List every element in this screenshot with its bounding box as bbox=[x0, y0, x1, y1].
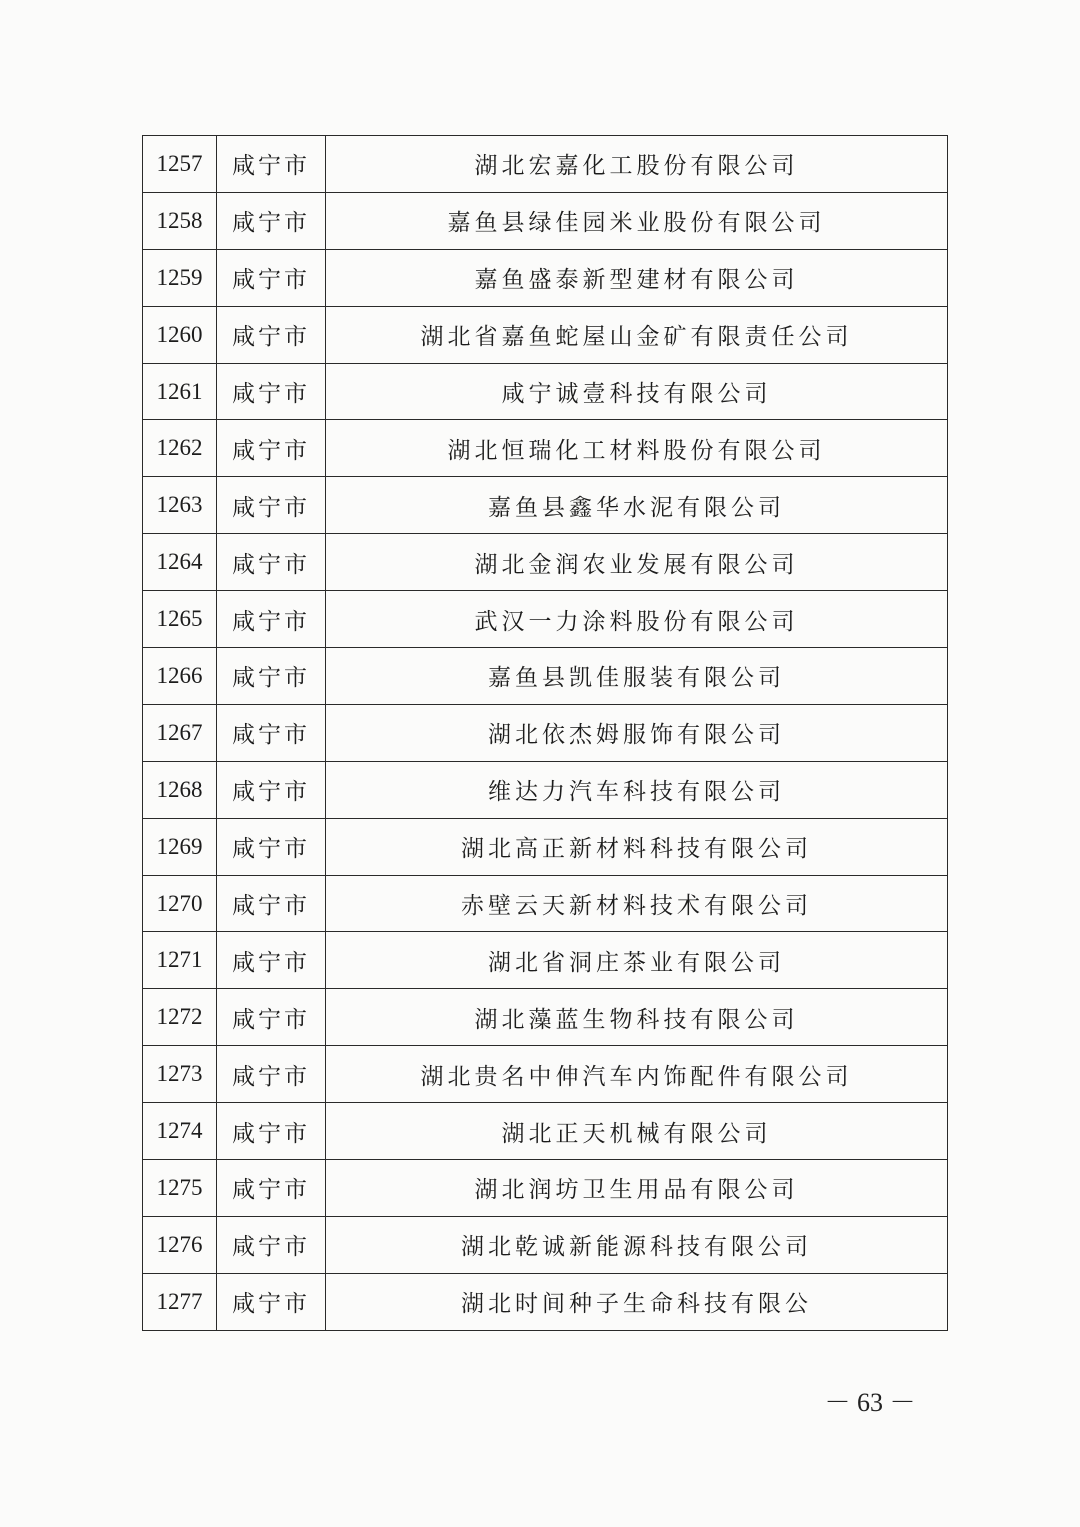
table-row bbox=[143, 534, 948, 591]
city-cell: 咸宁市 bbox=[217, 818, 326, 875]
city-cell: 咸宁市 bbox=[217, 1216, 326, 1273]
table-row bbox=[143, 1273, 948, 1330]
company-name-cell: 湖北省嘉鱼蛇屋山金矿有限责任公司 bbox=[326, 306, 948, 363]
row-number-cell: 1270 bbox=[143, 875, 217, 932]
company-name-cell: 湖北省洞庄茶业有限公司 bbox=[326, 932, 948, 989]
table-row bbox=[143, 818, 948, 875]
city-cell: 咸宁市 bbox=[217, 534, 326, 591]
city-cell: 咸宁市 bbox=[217, 761, 326, 818]
table-row bbox=[143, 932, 948, 989]
row-number-cell: 1258 bbox=[143, 192, 217, 249]
row-number-cell: 1257 bbox=[143, 136, 217, 193]
city-cell: 咸宁市 bbox=[217, 420, 326, 477]
city-cell: 咸宁市 bbox=[217, 1160, 326, 1217]
city-cell: 咸宁市 bbox=[217, 192, 326, 249]
city-cell: 咸宁市 bbox=[217, 704, 326, 761]
row-number-cell: 1269 bbox=[143, 818, 217, 875]
company-name-cell: 嘉鱼县凯佳服装有限公司 bbox=[326, 648, 948, 705]
table-row bbox=[143, 648, 948, 705]
company-name-cell: 嘉鱼盛泰新型建材有限公司 bbox=[326, 249, 948, 306]
row-number-cell: 1268 bbox=[143, 761, 217, 818]
row-number-cell: 1260 bbox=[143, 306, 217, 363]
table-row bbox=[143, 591, 948, 648]
row-number-cell: 1274 bbox=[143, 1103, 217, 1160]
row-number-cell: 1276 bbox=[143, 1216, 217, 1273]
city-cell: 咸宁市 bbox=[217, 136, 326, 193]
row-number-cell: 1271 bbox=[143, 932, 217, 989]
company-name-cell: 维达力汽车科技有限公司 bbox=[326, 761, 948, 818]
row-number-cell: 1272 bbox=[143, 989, 217, 1046]
table-row bbox=[143, 761, 948, 818]
row-number-cell: 1275 bbox=[143, 1160, 217, 1217]
table-row bbox=[143, 363, 948, 420]
company-name-cell: 湖北依杰姆服饰有限公司 bbox=[326, 704, 948, 761]
table-row bbox=[143, 875, 948, 932]
company-name-cell: 湖北金润农业发展有限公司 bbox=[326, 534, 948, 591]
company-name-cell: 武汉一力涂料股份有限公司 bbox=[326, 591, 948, 648]
table-row bbox=[143, 1103, 948, 1160]
company-name-cell: 嘉鱼县绿佳园米业股份有限公司 bbox=[326, 192, 948, 249]
table-row bbox=[143, 989, 948, 1046]
city-cell: 咸宁市 bbox=[217, 249, 326, 306]
company-name-cell: 湖北贵名中伸汽车内饰配件有限公司 bbox=[326, 1046, 948, 1103]
company-name-cell: 湖北正天机械有限公司 bbox=[326, 1103, 948, 1160]
table-row bbox=[143, 477, 948, 534]
row-number-cell: 1259 bbox=[143, 249, 217, 306]
city-cell: 咸宁市 bbox=[217, 875, 326, 932]
table-row bbox=[143, 1216, 948, 1273]
city-cell: 咸宁市 bbox=[217, 989, 326, 1046]
city-cell: 咸宁市 bbox=[217, 363, 326, 420]
company-name-cell: 湖北高正新材料科技有限公司 bbox=[326, 818, 948, 875]
city-cell: 咸宁市 bbox=[217, 306, 326, 363]
company-name-cell: 湖北藻蓝生物科技有限公司 bbox=[326, 989, 948, 1046]
table-body bbox=[143, 136, 948, 1331]
city-cell: 咸宁市 bbox=[217, 932, 326, 989]
table-row bbox=[143, 1160, 948, 1217]
row-number-cell: 1264 bbox=[143, 534, 217, 591]
table-row bbox=[143, 306, 948, 363]
table-row bbox=[143, 1046, 948, 1103]
city-cell: 咸宁市 bbox=[217, 477, 326, 534]
row-number-cell: 1262 bbox=[143, 420, 217, 477]
company-name-cell: 湖北时间种子生命科技有限公 bbox=[326, 1273, 948, 1330]
row-number-cell: 1267 bbox=[143, 704, 217, 761]
row-number-cell: 1273 bbox=[143, 1046, 217, 1103]
city-cell: 咸宁市 bbox=[217, 1046, 326, 1103]
row-number-cell: 1261 bbox=[143, 363, 217, 420]
table-row bbox=[143, 420, 948, 477]
company-name-cell: 湖北恒瑞化工材料股份有限公司 bbox=[326, 420, 948, 477]
row-number-cell: 1263 bbox=[143, 477, 217, 534]
city-cell: 咸宁市 bbox=[217, 591, 326, 648]
row-number-cell: 1266 bbox=[143, 648, 217, 705]
company-name-cell: 湖北乾诚新能源科技有限公司 bbox=[326, 1216, 948, 1273]
city-cell: 咸宁市 bbox=[217, 1103, 326, 1160]
company-name-cell: 咸宁诚壹科技有限公司 bbox=[326, 363, 948, 420]
company-name-cell: 湖北润坊卫生用品有限公司 bbox=[326, 1160, 948, 1217]
city-cell: 咸宁市 bbox=[217, 1273, 326, 1330]
company-name-cell: 赤壁云天新材料技术有限公司 bbox=[326, 875, 948, 932]
company-list-table bbox=[142, 135, 948, 1331]
table-row bbox=[143, 704, 948, 761]
table-row bbox=[143, 249, 948, 306]
page-number: － 63 － bbox=[824, 1388, 916, 1417]
row-number-cell: 1277 bbox=[143, 1273, 217, 1330]
company-name-cell: 湖北宏嘉化工股份有限公司 bbox=[326, 136, 948, 193]
table-row bbox=[143, 136, 948, 193]
company-name-cell: 嘉鱼县鑫华水泥有限公司 bbox=[326, 477, 948, 534]
row-number-cell: 1265 bbox=[143, 591, 217, 648]
city-cell: 咸宁市 bbox=[217, 648, 326, 705]
table-row bbox=[143, 192, 948, 249]
